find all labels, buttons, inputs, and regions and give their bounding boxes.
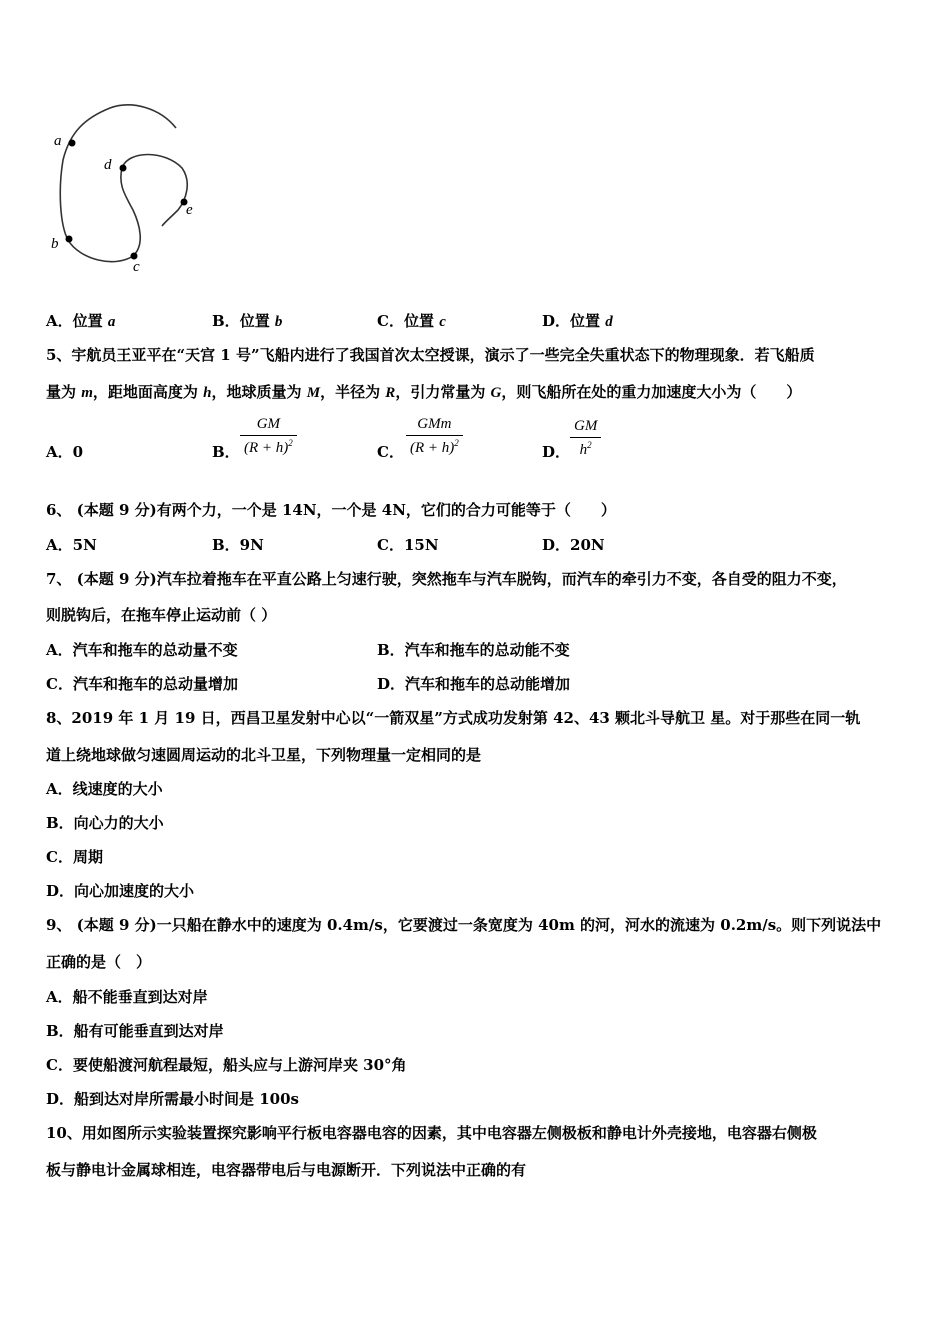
label-c: c xyxy=(133,259,140,275)
q7-option-a: A．汽车和拖车的总动量不变 xyxy=(46,641,238,659)
q9-option-d: D．船到达对岸所需最小时间是 100s xyxy=(46,1090,299,1108)
q4-option-a: A．位置 a xyxy=(46,312,116,330)
q6-option-c: C．15N xyxy=(377,536,439,554)
q9-option-b: B．船有可能垂直到达对岸 xyxy=(46,1022,224,1040)
trajectory-curve xyxy=(60,105,187,262)
point-a xyxy=(69,140,76,147)
q10-stem-line1: 10、用如图所示实验装置探究影响平行板电容器电容的因素，其中电容器左侧极板和静电计外壳接地，电容器右侧极 xyxy=(46,1124,817,1142)
label-e: e xyxy=(186,202,193,218)
q5-option-a: A．0 xyxy=(46,443,84,461)
q7-stem-line2: 则脱钩后，在拖车停止运动前（ ） xyxy=(46,606,277,624)
q6-option-a: A．5N xyxy=(46,536,97,554)
label-b: b xyxy=(51,236,59,252)
q9-stem-line1: 9、 (本题 9 分)一只船在静水中的速度为 0.4m/s，它要渡过一条宽度为 40m 的河，河水的流速为 0.2m/s。则下列说法中 xyxy=(46,916,882,934)
q9-option-c: C．要使船渡河航程最短，船头应与上游河岸夹 30°角 xyxy=(46,1056,407,1074)
q4-option-b: B．位置 b xyxy=(212,312,283,330)
q5-option-d-fraction: $\frac{GM}{h^2}$ xyxy=(570,418,601,459)
q5-option-b-letter: B． xyxy=(212,443,240,461)
q9-option-a: A．船不能垂直到达对岸 xyxy=(46,988,208,1006)
q4-option-d: D．位置 d xyxy=(542,312,613,330)
label-a: a xyxy=(54,133,62,149)
point-b xyxy=(66,236,73,243)
q8-stem-line2: 道上绕地球做匀速圆周运动的北斗卫星，下列物理量一定相同的是 xyxy=(46,746,482,764)
q8-option-a: A．线速度的大小 xyxy=(46,780,163,798)
q7-option-d: D．汽车和拖车的总动能增加 xyxy=(377,675,571,693)
label-d: d xyxy=(104,157,112,173)
q5-stem-line1: 5、宇航员王亚平在“天宫 1 号”飞船内进行了我国首次太空授课，演示了一些完全失重状态下的物理现象．若飞船质 xyxy=(46,346,815,364)
trajectory-figure xyxy=(40,100,220,280)
q5-option-c-fraction: GMm $(R + h)^2$ xyxy=(406,416,463,457)
q8-stem-line1: 8、2019 年 1 月 19 日，西昌卫星发射中心以“一箭双星”方式成功发射第 42、43 颗北斗导航卫 星。对于那些在同一轨 xyxy=(46,709,861,727)
q7-option-c: C．汽车和拖车的总动量增加 xyxy=(46,675,238,693)
q9-stem-line2: 正确的是（ ） xyxy=(46,953,152,971)
q8-option-b: B．向心力的大小 xyxy=(46,814,164,832)
point-d xyxy=(120,165,127,172)
q8-option-d: D．向心加速度的大小 xyxy=(46,882,195,900)
q6-stem: 6、 (本题 9 分)有两个力，一个是 14N，一个是 4N，它们的合力可能等于（ ） xyxy=(46,501,616,519)
q7-option-b: B．汽车和拖车的总动能不变 xyxy=(377,641,570,659)
q4-option-c: C．位置 c xyxy=(377,312,446,330)
q5-stem-line2: 量为 m，距地面高度为 h，地球质量为 M，半径为 R，引力常量为 G，则飞船所在处的重力加速度大小为（ ） xyxy=(46,383,802,401)
q5-option-c-letter: C． xyxy=(377,443,404,461)
q7-stem-line1: 7、 (本题 9 分)汽车拉着拖车在平直公路上匀速行驶，突然拖车与汽车脱钩，而汽车的牵引力不变，各自受的阻力不变， xyxy=(46,570,847,588)
q5-option-d-letter: D． xyxy=(542,443,571,461)
q10-stem-line2: 板与静电计金属球相连，电容器带电后与电源断开．下列说法中正确的有 xyxy=(46,1161,527,1179)
q5-option-b-fraction: $\frac{GM}{(R + h)^2}$ xyxy=(240,416,297,457)
q8-option-c: C．周期 xyxy=(46,848,103,866)
q6-option-d: D．20N xyxy=(542,536,605,554)
q6-option-b: B．9N xyxy=(212,536,264,554)
